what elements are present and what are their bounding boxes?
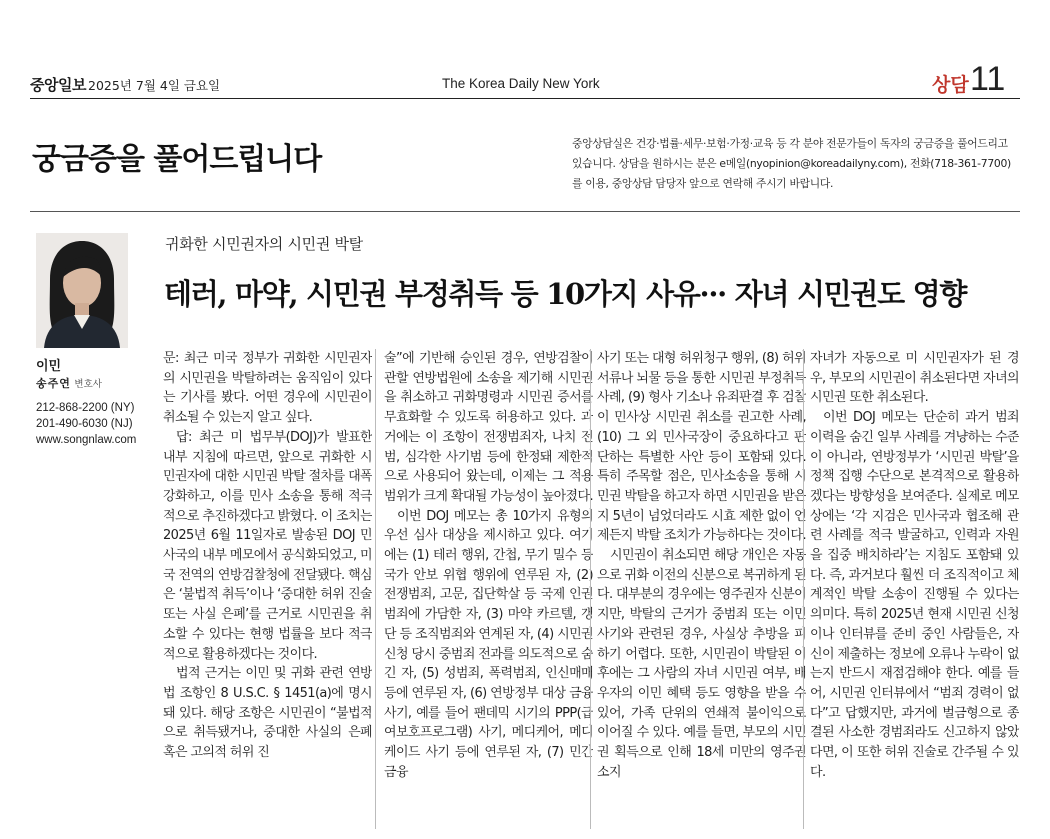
paragraph: 사기 또는 대형 허위청구 행위, (8) 허위서류나 뇌물 등을 통한 시민권 부정취득 사례, (9) 형사 기소나 유죄판결 후 검찰이 민사상 시민권 취소를 권고한 사례, (10) 그 외 민사국장이 중요하다고 판단하는 특별한 사안 등이 포함돼 있다. 특히 주목할 점은, 민사소송을 통해 시민권 박탈을 하고자 하면 시민권을 받은 지 5년이 넘었더라도 시효 제한 없이 언제든지 박탈 조치가 가능하다는 것이다. <box>597 351 806 544</box>
paragraph: 시민권이 취소되면 해당 개인은 자동으로 귀화 이전의 신분으로 복귀하게 된다. 대부분의 경우에는 영주권자 신분이지만, 박탈의 근거가 중범죄 또는 이민사기와 관련된 경우, 사실상 추방을 피하기 어렵다. 또한, 시민권이 박탈된 이후에는 그 사람의 자녀 시민권 여부, 배우자의 이민 혜택 등도 영향을 받을 수 있어, 가족 단위의 연쇄적 불이익으로 이어질 수 있다. 예를 들면, 부모의 시민권 획득으로 인해 18세 미만의 영주권 소지 <box>597 548 806 780</box>
masthead-rule <box>30 98 1020 99</box>
byline-section: 이민 <box>36 359 62 374</box>
paragraph: 문: 최근 미국 정부가 귀화한 시민권자의 시민권을 박탈하려는 움직임이 있다는 기사를 봤다. 어떤 경우에 시민권이 취소될 수 있는지 알고 싶다. <box>163 351 372 426</box>
article-kicker: 귀화한 시민권자의 시민권 박탈 <box>165 235 363 253</box>
paragraph: 술”에 기반해 승인된 경우, 연방검찰이 관할 연방법원에 소송을 제기해 시민권을 취소하고 귀화명령과 시민권 증서를 무효화할 수 있도록 허용하고 있다. 과거에는 이 조항이 전쟁범죄자, 나치 전범, 심각한 사기범 등에 한정돼 제한적으로 사용되어 왔는데, 이제는 그 적용 범위가 크게 확대될 가능성이 높아졌다. <box>384 351 593 504</box>
column-divider <box>803 349 804 829</box>
column-divider <box>590 349 591 829</box>
column-title: 궁금증을 풀어드립니다 <box>32 142 322 177</box>
article-column-2 <box>384 349 593 829</box>
phone-nj: 201-490-6030 (NJ) <box>36 418 133 430</box>
page-number: 11 <box>970 60 1006 98</box>
column-divider <box>375 349 376 829</box>
paragraph: 자녀가 자동으로 미 시민권자가 된 경우, 부모의 시민권이 취소된다면 자녀의 시민권 또한 취소된다. <box>810 351 1019 406</box>
title-rule <box>30 211 1020 212</box>
author-name: 송주연 <box>36 377 71 390</box>
column-intro: 중앙상담실은 건강·법률·세무·보험·가정·교육 등 각 분야 전문가들이 독자의 궁금증을 풀어드리고 있습니다. 상담을 원하시는 분은 e메일(nyopinion@koreadailyny.com), 전화(718-361-7700)를 이용, 중앙상담 담당자 앞으로 연락해 주시기 바랍니다. <box>572 137 1011 190</box>
author-photo <box>36 233 128 348</box>
author-line <box>36 375 102 391</box>
paragraph: 이번 DOJ 메모는 총 10가지 유형의 우선 심사 대상을 제시하고 있다. 여기에는 (1) 테러 행위, 간첩, 무기 밀수 등 국가 안보 위협 행위에 연루된 자, (2) 전쟁범죄, 고문, 집단학살 등 국제 인권범죄에 가담한 자, (3) 마약 카르텔, 갱단 등 조직범죄와 연계된 자, (4) 시민권 신청 당시 중범죄 전과를 의도적으로 숨긴 자, (5) 성범죄, 폭력범죄, 인신매매 등에 연루된 자, (6) 연방정부 대상 금융사기, 예를 들어 팬데믹 시기의 PPP(급여보호프로그램) 사기, 메디케어, 메디케이드 사기 등에 연루된 자, (7) 민간 금융 <box>384 508 593 780</box>
paragraph: 답: 최근 미 법무부(DOJ)가 발표한 내부 지침에 따르면, 앞으로 귀화한 시민권자에 대한 시민권 박탈 절차를 대폭 강화하고, 이를 민사 소송을 통해 적극적으로 추진하겠다고 밝혔다. 이 조치는 2025년 6월 11일자로 발송된 DOJ 민사국의 내부 메모에서 공식화되었고, 미국 전역의 연방검찰청에 전달됐다. 핵심은 ‘불법적 취득’이나 ‘중대한 허위 진술 또는 사실 은폐’를 근거로 시민권을 취소할 수 있다는 현행 법률을 보다 적극적으로 활용하겠다는 것이다. <box>163 429 372 662</box>
paragraph: 법적 근거는 이민 및 귀화 관련 연방법 조항인 8 U.S.C. § 1451(a)에 명시돼 있다. 해당 조항은 시민권이 “불법적으로 취득됐거나, 중대한 사실의 은폐 혹은 고의적 허위 진 <box>163 666 372 761</box>
website-link: www.songnlaw.com <box>36 434 137 446</box>
author-contacts <box>36 400 136 448</box>
phone-ny: 212-868-2200 (NY) <box>36 402 135 414</box>
author-portrait-image <box>36 233 128 348</box>
issue-date: 2025년 7월 4일 금요일 <box>88 78 221 93</box>
author-title: 변호사 <box>74 379 102 390</box>
paragraph: 이번 DOJ 메모는 단순히 과거 범죄 이력을 숨긴 일부 사례를 겨냥하는 수준이 아니라, 연방정부가 ‘시민권 박탈’을 정책 집행 수단으로 본격적으로 활용하겠다는 방향성을 보여준다. 실제로 메모 상에는 ‘각 지검은 민사국과 협조해 관련 사례를 적극 발굴하고, 인력과 자원을 집중 배치하라’는 지침도 포함돼 있다. 즉, 과거보다 훨씬 더 조직적이고 체계적인 박탈 소송이 진행될 수 있다는 의미다. 특히 2025년 현재 시민권 신청이나 인터뷰를 준비 중인 사람들은, 자신이 제출하는 정보에 오류나 누락이 없는지 반드시 재점검해야 한다. 예를 들어, 시민권 인터뷰에서 “범죄 경력이 없다”고 답했지만, 과거에 벌금형으로 종결된 사소한 경범죄라도 신고하지 않았다면, 이 또한 허위 진술로 간주될 수 있다. <box>810 410 1019 780</box>
section-label: 상담 <box>932 74 969 96</box>
article-column-4 <box>810 349 1019 829</box>
article-column-1 <box>163 349 372 829</box>
article-headline: 테러, 마약, 시민권 부정취득 등 10가지 사유··· 자녀 시민권도 영향 <box>164 277 967 311</box>
article-column-3 <box>597 349 806 829</box>
paper-name: The Korea Daily New York <box>442 76 600 91</box>
masthead <box>30 60 1020 98</box>
newspaper-logo: 중앙일보 <box>30 76 86 94</box>
